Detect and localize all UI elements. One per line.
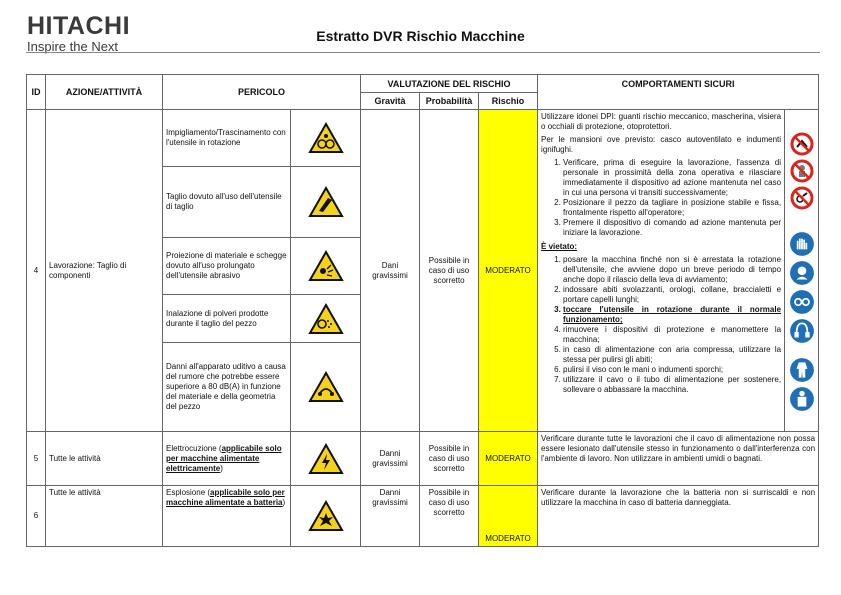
row6-hazard-end: ) <box>282 498 286 507</box>
row4-comportamenti <box>538 110 785 432</box>
overalls-icon <box>789 357 815 383</box>
row4-safety-signs <box>785 110 819 432</box>
dust-warning-icon <box>291 295 361 343</box>
header-probabilita: Probabilità <box>420 93 479 110</box>
header-rischio: Rischio <box>479 93 538 110</box>
logo-brand: HITACHI <box>27 12 131 40</box>
explosion-warning-icon <box>291 486 361 547</box>
no-clothing-icon <box>790 159 814 183</box>
electric-warning-icon <box>291 432 361 486</box>
row4-hazard-2: Taglio dovuto all'uso dell'utensile di taglio <box>163 167 291 238</box>
row6-probabilita: Possibile in caso di uso scorretto <box>420 486 479 547</box>
row5-probabilita: Possibile in caso di uso scorretto <box>420 432 479 486</box>
risk-table <box>26 74 819 547</box>
row4-hazard-1: Impigliamento/Trascinamento con l'utensile in rotazione <box>163 110 291 167</box>
mask-icon <box>789 260 815 286</box>
header-azione: AZIONE/ATTIVITÀ <box>46 75 163 110</box>
row4-azione: Lavorazione: Taglio di componenti <box>46 110 163 432</box>
row4-step: 1. Verificare, prima di eseguire la lavorazione, l'assenza di personale in prossimità della zona operativa e rilasciare immediatamente il dispositivo ad azione mantenuta nel caso in cui una persona vi transiti successivamente; <box>563 158 781 198</box>
header-comportamenti: COMPORTAMENTI SICURI <box>538 75 819 110</box>
row5-hazard-end: ) <box>220 463 223 473</box>
row5-comportamenti: Verificare durante tutte le lavorazioni che il cavo di alimentazione non possa essere lesionato dall'utensile stesso in funzionamento o dall'interferenza con l'ambiente di lavoro. Non utilizzare in ambienti umidi o bagnati. <box>538 432 819 486</box>
page-title: Estratto DVR Rischio Macchine <box>316 28 525 44</box>
row4-rischio: MODERATO <box>479 110 538 432</box>
row5-hazard-note: applicabile solo per macchine alimentate elettricamente <box>166 443 282 473</box>
row5-hazard <box>163 432 291 486</box>
row4-vietato-item: 3. toccare l'utensile in rotazione durante il normale funzionamento; <box>563 305 781 325</box>
row6-gravita: Danni gravissimi <box>361 486 420 547</box>
row4-steps <box>541 158 781 238</box>
header-gravita: Gravità <box>361 93 420 110</box>
row4-vietato-item: 2. indossare abiti svolazzanti, orologi, collane, braccialetti e portare capelli lunghi; <box>563 285 781 305</box>
header-valutazione: VALUTAZIONE DEL RISCHIO <box>361 75 538 93</box>
row4-vietato-item: 1. posare la macchina finché non si è arrestata la rotazione dell'utensile, che avviene dopo un breve periodo di tempo anche dopo il rilascio della leva di avviamento; <box>563 255 781 285</box>
logo-tagline: Inspire the Next <box>27 39 119 54</box>
row4-vietato-item: 7. utilizzare il cavo o il tubo di alimentazione per sostenere, sollevare o abbassare la macchina. <box>563 375 781 395</box>
header-divider <box>26 52 820 53</box>
row6-comportamenti: Verificare durante la lavorazione che la batteria non si surriscaldi e non utilizzare la macchina in caso di batteria danneggiata. <box>538 486 819 547</box>
ear-protection-icon <box>789 318 815 344</box>
noise-warning-icon <box>291 343 361 432</box>
no-lifting-by-cable-icon <box>790 132 814 156</box>
row4-hazard-5: Danni all'apparato uditivo a causa del rumore che potrebbe essere superiore a 80 dB(A) in funzione del materiale e della geometria del pezzo <box>163 343 291 432</box>
goggles-icon <box>789 289 815 315</box>
header-id: ID <box>27 75 46 110</box>
row6-id: 6 <box>27 486 46 547</box>
row6-azione: Tutte le attività <box>46 486 163 547</box>
row6-hazard-note: applicabile solo per macchine alimentate a batteria <box>166 488 285 507</box>
row5-azione: Tutte le attività <box>46 432 163 486</box>
row5-gravita: Danni gravissimi <box>361 432 420 486</box>
row4-step: 3. Premere il dispositivo di comando ad azione mantenuta per iniziare la lavorazione. <box>563 218 781 238</box>
protective-suit-icon <box>789 386 815 412</box>
header-pericolo: PERICOLO <box>163 75 361 110</box>
entanglement-warning-icon <box>291 110 361 167</box>
projection-warning-icon <box>291 238 361 295</box>
row4-vietato-list <box>541 255 781 395</box>
cut-warning-icon <box>291 167 361 238</box>
row4-hazard-3: Proiezione di materiale e schegge dovuto all'uso prolungato dell'utensile abrasivo <box>163 238 291 295</box>
row4-probabilita: Possibile in caso di uso scorretto <box>420 110 479 432</box>
row4-vietato-item: 5. in caso di alimentazione con aria compressa, utilizzare la stessa per pulirsi gli abiti; <box>563 345 781 365</box>
row5-id: 5 <box>27 432 46 486</box>
no-touching-icon <box>790 186 814 210</box>
row4-gravita: Dani gravissimi <box>361 110 420 432</box>
row6-hazard <box>163 486 291 547</box>
row5-hazard-text: Elettrocuzione ( <box>166 443 222 453</box>
row5-rischio: MODERATO <box>479 432 538 486</box>
gloves-icon <box>789 231 815 257</box>
row4-id: 4 <box>27 110 46 432</box>
row4-step: 2. Posizionare il pezzo da tagliare in posizione stabile e fissa, frontalmente rispetto all'operatore; <box>563 198 781 218</box>
row4-vietato-title: È vietato: <box>541 242 578 251</box>
row4-vietato-item: 4. rimuovere i dispositivi di protezione e manomettere la macchina; <box>563 325 781 345</box>
row4-hazard-4: Inalazione di polveri prodotte durante il taglio del pezzo <box>163 295 291 343</box>
row4-intro-2: Per le mansioni ove previsto: casco autoventilato e indumenti ignifughi. <box>541 135 782 154</box>
row6-rischio: MODERATO <box>479 486 538 547</box>
row6-hazard-text: Esplosione ( <box>166 488 211 497</box>
row4-intro-1: Utilizzare idonei DPI: guanti rischio meccanico, mascherina, visiera o occhiali di protezione, otoprotettori. <box>541 112 782 131</box>
row4-vietato-item: 6. pulirsi il viso con le mani o indumenti sporchi; <box>563 365 781 375</box>
